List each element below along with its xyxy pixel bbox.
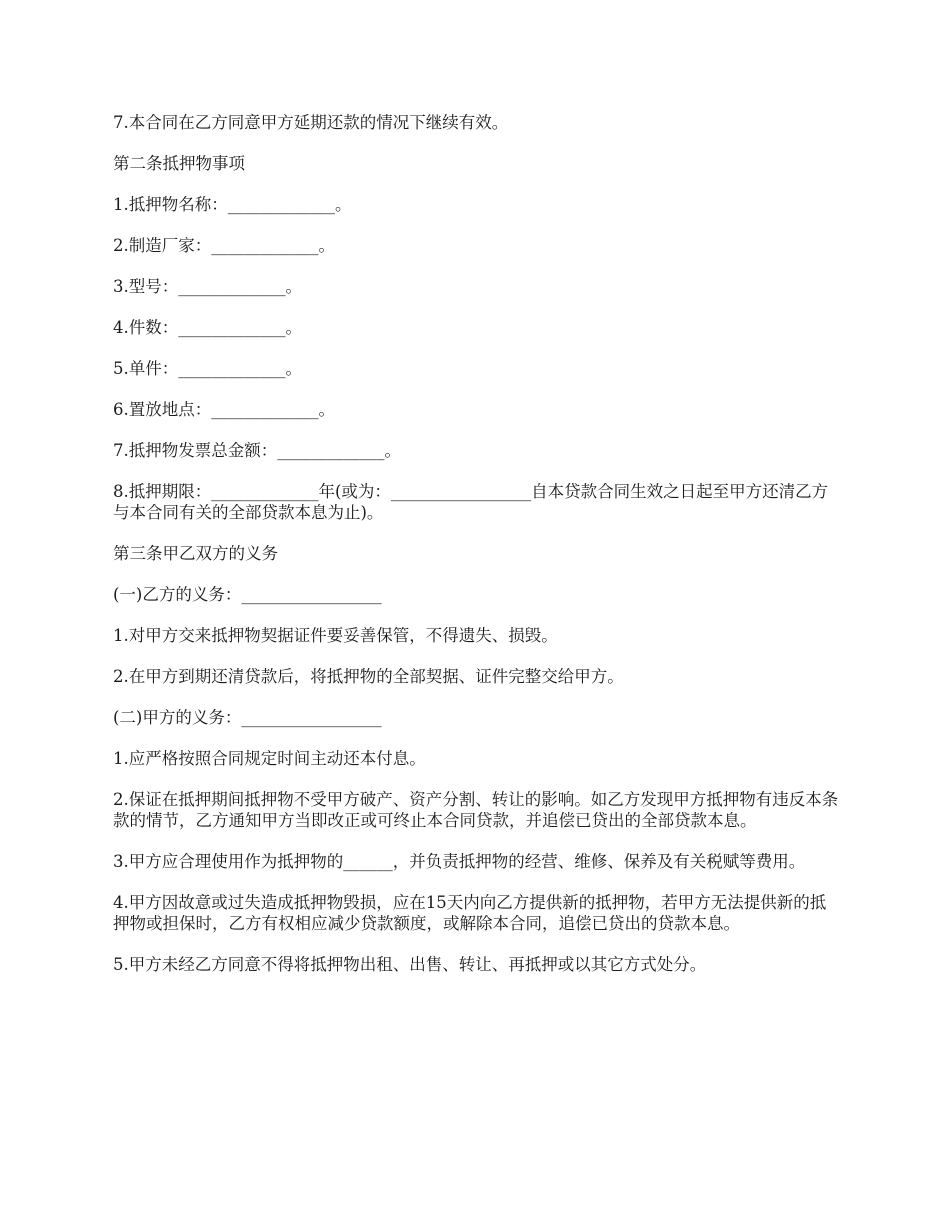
quantity-field: 4.件数：_____________。 [113, 318, 302, 337]
invoice-amount-field: 7.抵押物发票总金额：_____________。 [113, 441, 401, 460]
party-a-obligation-4: 4.甲方因故意或过失造成抵押物毁损，应在15天内向乙方提供新的抵押物，若甲方无法提供新的抵押物或担保时，乙方有权相应减少贷款额度，或解除本合同，追偿已贷出的贷款本息。 [113, 893, 827, 933]
model-field: 3.型号：_____________。 [113, 277, 302, 296]
party-b-obligation-1: 1.对甲方交来抵押物契据证件要妥善保管，不得遗失、损毁。 [113, 626, 558, 645]
mortgage-term-field: 8.抵押期限：_____________年(或为：_________________自本贷款合同生效之日起至甲方还清乙方与本合同有关的全部贷款本息为止)。 [113, 482, 829, 522]
section-heading-obligations: 第三条甲乙双方的义务 [113, 544, 278, 563]
party-a-obligation-1: 1.应严格按照合同规定时间主动还本付息。 [113, 749, 426, 768]
section-heading-collateral: 第二条抵押物事项 [113, 154, 245, 173]
party-a-obligation-5: 5.甲方未经乙方同意不得将抵押物出租、出售、转让、再抵押或以其它方式处分。 [113, 955, 707, 974]
unit-field: 5.单件：_____________。 [113, 359, 302, 378]
clause-extension-validity: 7.本合同在乙方同意甲方延期还款的情况下继续有效。 [113, 113, 509, 132]
party-b-obligations-heading: (一)乙方的义务：_________________ [113, 585, 382, 604]
location-field: 6.置放地点：_____________。 [113, 400, 335, 419]
manufacturer-field: 2.制造厂家：_____________。 [113, 236, 335, 255]
party-a-obligation-3: 3.甲方应合理使用作为抵押物的______，并负责抵押物的经营、维修、保养及有关税赋等费用。 [113, 852, 806, 871]
document-body [113, 112, 840, 995]
party-b-obligation-2: 2.在甲方到期还清贷款后，将抵押物的全部契据、证件完整交给甲方。 [113, 667, 624, 686]
collateral-name-field: 1.抵押物名称：_____________。 [113, 195, 352, 214]
party-a-obligations-heading: (二)甲方的义务：_________________ [113, 708, 382, 727]
party-a-obligation-2: 2.保证在抵押期间抵押物不受甲方破产、资产分割、转让的影响。如乙方发现甲方抵押物有违反本条款的情节，乙方通知甲方当即改正或可终止本合同贷款，并追偿已贷出的全部贷款本息。 [113, 790, 839, 830]
